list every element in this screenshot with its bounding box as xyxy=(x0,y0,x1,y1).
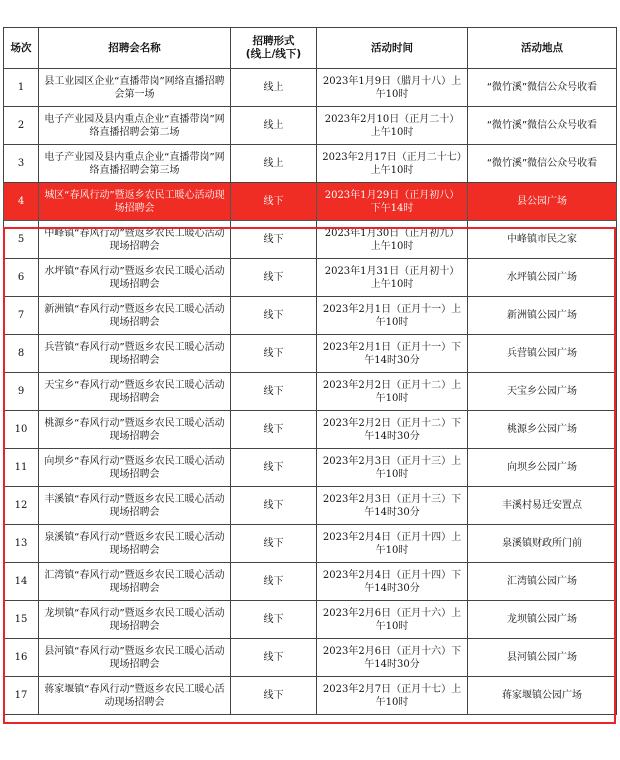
cell-form: 线下 xyxy=(231,487,317,525)
cell-time: 2023年2月4日（正月十四）上午10时 xyxy=(317,525,468,563)
table-row xyxy=(4,639,617,677)
cell-place: 蒋家堰镇公园广场 xyxy=(468,677,617,715)
cell-name: 丰溪镇“春风行动”暨返乡农民工暖心活动现场招聘会 xyxy=(39,487,231,525)
table-row xyxy=(4,107,617,145)
cell-form: 线下 xyxy=(231,373,317,411)
table-row xyxy=(4,411,617,449)
cell-name: 县河镇“春风行动”暨返乡农民工暖心活动现场招聘会 xyxy=(39,639,231,677)
cell-place: 向坝乡公园广场 xyxy=(468,449,617,487)
job-fair-schedule-sheet xyxy=(3,27,617,715)
cell-form: 线上 xyxy=(231,69,317,107)
cell-time: 2023年2月1日（正月十一）上午10时 xyxy=(317,297,468,335)
cell-form: 线下 xyxy=(231,297,317,335)
cell-index: 4 xyxy=(4,183,39,221)
cell-index: 16 xyxy=(4,639,39,677)
cell-time: 2023年2月6日（正月十六）下午14时30分 xyxy=(317,639,468,677)
table-row xyxy=(4,183,617,221)
cell-form: 线下 xyxy=(231,601,317,639)
table-row xyxy=(4,677,617,715)
cell-place: 桃源乡公园广场 xyxy=(468,411,617,449)
cell-time: 2023年2月3日（正月十三）下午14时30分 xyxy=(317,487,468,525)
cell-place: 丰溪村易迁安置点 xyxy=(468,487,617,525)
header-form xyxy=(231,28,317,69)
table-row xyxy=(4,373,617,411)
cell-time: 2023年2月1日（正月十一）下午14时30分 xyxy=(317,335,468,373)
cell-name: 城区“春风行动”暨返乡农民工暖心活动现场招聘会 xyxy=(39,183,231,221)
cell-place: “微竹溪”微信公众号收看 xyxy=(468,145,617,183)
header-name: 招聘会名称 xyxy=(39,28,231,69)
cell-name: 兵营镇“春风行动”暨返乡农民工暖心活动现场招聘会 xyxy=(39,335,231,373)
table-row xyxy=(4,525,617,563)
cell-form: 线下 xyxy=(231,411,317,449)
cell-time: 2023年2月4日（正月十四）下午14时30分 xyxy=(317,563,468,601)
cell-time: 2023年1月9日（腊月十八）上午10时 xyxy=(317,69,468,107)
cell-index: 12 xyxy=(4,487,39,525)
table-row xyxy=(4,601,617,639)
table-row xyxy=(4,487,617,525)
cell-place: 泉溪镇财政所门前 xyxy=(468,525,617,563)
cell-form: 线下 xyxy=(231,525,317,563)
table-row xyxy=(4,563,617,601)
cell-place: 兵营镇公园广场 xyxy=(468,335,617,373)
cell-form: 线下 xyxy=(231,677,317,715)
cell-index: 13 xyxy=(4,525,39,563)
cell-name: 水坪镇“春风行动”暨返乡农民工暖心活动现场招聘会 xyxy=(39,259,231,297)
cell-form: 线上 xyxy=(231,107,317,145)
cell-name: 天宝乡“春风行动”暨返乡农民工暖心活动现场招聘会 xyxy=(39,373,231,411)
cell-index: 1 xyxy=(4,69,39,107)
cell-place: 新洲镇公园广场 xyxy=(468,297,617,335)
cell-index: 9 xyxy=(4,373,39,411)
cell-time: 2023年2月10日（正月二十）上午10时 xyxy=(317,107,468,145)
cell-index: 2 xyxy=(4,107,39,145)
cell-form: 线下 xyxy=(231,221,317,259)
table-row xyxy=(4,449,617,487)
cell-time: 2023年1月29日（正月初八）下午14时 xyxy=(317,183,468,221)
cell-place: 汇湾镇公园广场 xyxy=(468,563,617,601)
cell-place: 天宝乡公园广场 xyxy=(468,373,617,411)
cell-index: 14 xyxy=(4,563,39,601)
cell-index: 6 xyxy=(4,259,39,297)
header-row xyxy=(4,28,617,69)
cell-name: 电子产业园及县内重点企业“直播带岗”网络直播招聘会第二场 xyxy=(39,107,231,145)
cell-name: 电子产业园及县内重点企业“直播带岗”网络直播招聘会第三场 xyxy=(39,145,231,183)
cell-name: 蒋家堰镇“春风行动”暨返乡农民工暖心活动现场招聘会 xyxy=(39,677,231,715)
cell-index: 5 xyxy=(4,221,39,259)
cell-name: 汇湾镇“春风行动”暨返乡农民工暖心活动现场招聘会 xyxy=(39,563,231,601)
cell-name: 泉溪镇“春风行动”暨返乡农民工暖心活动现场招聘会 xyxy=(39,525,231,563)
cell-place: 县公园广场 xyxy=(468,183,617,221)
cell-place: “微竹溪”微信公众号收看 xyxy=(468,69,617,107)
cell-index: 11 xyxy=(4,449,39,487)
job-fair-schedule-table xyxy=(3,27,617,715)
cell-time: 2023年2月2日（正月十二）上午10时 xyxy=(317,373,468,411)
schedule-body xyxy=(4,69,617,715)
cell-time: 2023年2月17日（正月二十七）上午10时 xyxy=(317,145,468,183)
cell-index: 10 xyxy=(4,411,39,449)
table-row xyxy=(4,297,617,335)
cell-index: 15 xyxy=(4,601,39,639)
header-index: 场次 xyxy=(4,28,39,69)
cell-time: 2023年1月31日（正月初十）上午10时 xyxy=(317,259,468,297)
table-row xyxy=(4,69,617,107)
cell-index: 7 xyxy=(4,297,39,335)
cell-form: 线下 xyxy=(231,563,317,601)
cell-form: 线下 xyxy=(231,335,317,373)
cell-form: 线下 xyxy=(231,183,317,221)
cell-index: 17 xyxy=(4,677,39,715)
cell-name: 中峰镇“春风行动”暨返乡农民工暖心活动现场招聘会 xyxy=(39,221,231,259)
cell-form: 线下 xyxy=(231,449,317,487)
cell-name: 县工业园区企业“直播带岗”网络直播招聘会第一场 xyxy=(39,69,231,107)
cell-name: 桃源乡“春风行动”暨返乡农民工暖心活动现场招聘会 xyxy=(39,411,231,449)
cell-time: 2023年2月6日（正月十六）上午10时 xyxy=(317,601,468,639)
cell-name: 龙坝镇“春风行动”暨返乡农民工暖心活动现场招聘会 xyxy=(39,601,231,639)
cell-name: 新洲镇“春风行动”暨返乡农民工暖心活动现场招聘会 xyxy=(39,297,231,335)
cell-form: 线下 xyxy=(231,259,317,297)
cell-time: 2023年1月30日（正月初九）上午10时 xyxy=(317,221,468,259)
cell-time: 2023年2月7日（正月十七）上午10时 xyxy=(317,677,468,715)
cell-place: 县河镇公园广场 xyxy=(468,639,617,677)
table-row xyxy=(4,221,617,259)
cell-place: 中峰镇市民之家 xyxy=(468,221,617,259)
table-row xyxy=(4,335,617,373)
cell-time: 2023年2月3日（正月十三）上午10时 xyxy=(317,449,468,487)
cell-form: 线下 xyxy=(231,639,317,677)
header-form-line2: (线上/线下) xyxy=(245,48,302,60)
header-place: 活动地点 xyxy=(468,28,617,69)
header-time: 活动时间 xyxy=(317,28,468,69)
cell-index: 3 xyxy=(4,145,39,183)
cell-place: 龙坝镇公园广场 xyxy=(468,601,617,639)
cell-index: 8 xyxy=(4,335,39,373)
cell-name: 向坝乡“春风行动”暨返乡农民工暖心活动现场招聘会 xyxy=(39,449,231,487)
table-row xyxy=(4,145,617,183)
header-form-line1: 招聘形式 xyxy=(252,35,295,47)
cell-form: 线上 xyxy=(231,145,317,183)
cell-place: “微竹溪”微信公众号收看 xyxy=(468,107,617,145)
cell-time: 2023年2月2日（正月十二）下午14时30分 xyxy=(317,411,468,449)
cell-place: 水坪镇公园广场 xyxy=(468,259,617,297)
table-row xyxy=(4,259,617,297)
